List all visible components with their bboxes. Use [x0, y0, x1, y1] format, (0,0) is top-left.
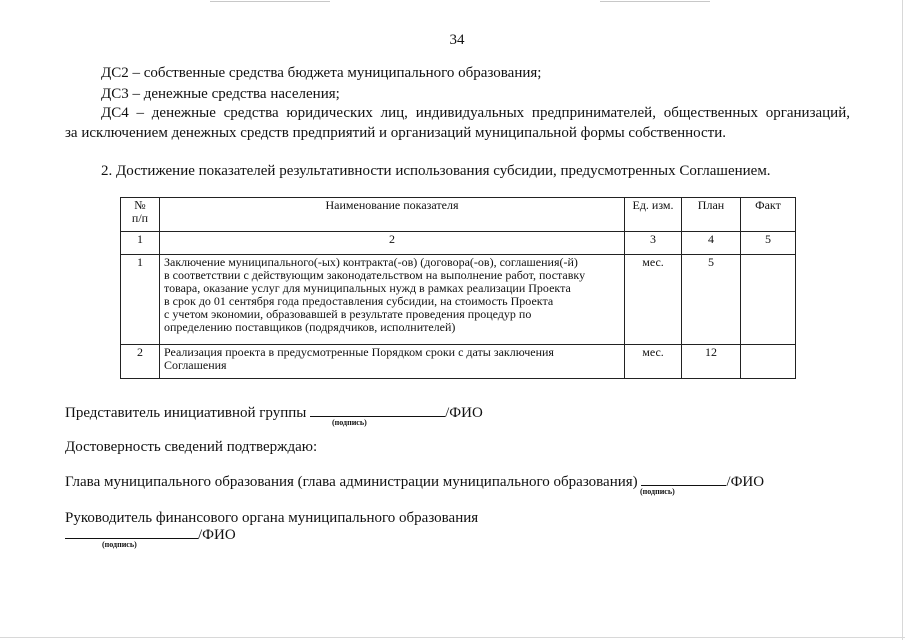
signature-line	[641, 471, 726, 486]
index-cell: 5	[741, 232, 796, 255]
page-top-edge	[0, 0, 905, 4]
signature-line	[65, 524, 198, 539]
row-name	[160, 345, 625, 379]
finance-signature	[65, 524, 236, 545]
page-bottom-edge	[0, 637, 905, 638]
index-cell: 3	[625, 232, 682, 255]
row-plan: 12	[682, 345, 741, 379]
table-index-row	[121, 232, 796, 255]
row-num: 1	[121, 255, 160, 345]
funding-source-ds3: ДС3 – денежные средства населения;	[101, 86, 340, 102]
funding-source-ds4-line2: за исключением денежных средств предприятий и организаций муниципальной формы собственности.	[65, 125, 726, 141]
table-header-row	[121, 198, 796, 232]
row-name-line: Соглашения	[164, 358, 227, 372]
header-unit: Ед. изм.	[625, 198, 682, 232]
row-unit: мес.	[625, 255, 682, 345]
row-num: 2	[121, 345, 160, 379]
row-name-line: определению поставщиков (подрядчиков, исполнителей)	[164, 320, 456, 334]
table-row	[121, 345, 796, 379]
table-row	[121, 255, 796, 345]
index-cell: 4	[682, 232, 741, 255]
funding-source-ds2: ДС2 – собственные средства бюджета муниципального образования;	[101, 65, 542, 81]
representative-suffix: /ФИО	[445, 405, 483, 421]
row-fact	[741, 345, 796, 379]
row-name-line: товара, оказание услуг для муниципальных нужд в рамках реализации Проекта	[164, 281, 571, 295]
header-num	[121, 198, 160, 232]
header-num-line1: №	[134, 198, 146, 212]
page-number: 34	[449, 32, 465, 48]
header-name: Наименование показателя	[160, 198, 625, 232]
head-label: Глава муниципального образования (глава администрации муниципального образования)	[65, 474, 638, 490]
row-name	[160, 255, 625, 345]
page-right-edge	[902, 0, 903, 640]
row-unit: мес.	[625, 345, 682, 379]
head-suffix: /ФИО	[726, 474, 765, 490]
representative-label: Представитель инициативной группы	[65, 405, 307, 421]
header-plan: План	[682, 198, 741, 232]
indicators-table	[120, 197, 796, 379]
section-title: 2. Достижение показателей результативности использования субсидии, предусмотренных Соглашением.	[101, 163, 771, 179]
confirm-label: Достоверность сведений подтверждаю:	[65, 439, 318, 455]
signature-line	[310, 402, 445, 417]
representative-signature	[65, 402, 483, 423]
row-fact	[741, 255, 796, 345]
scan-line	[600, 1, 710, 2]
index-cell: 1	[121, 232, 160, 255]
row-name-line: Заключение муниципального(-ых) контракта(-ов) (договора(-ов), соглашения(-й)	[164, 255, 578, 269]
row-name-line: в соответствии с действующим законодательством на выполнение работ, поставку	[164, 268, 586, 282]
row-plan: 5	[682, 255, 741, 345]
row-name-line: с учетом экономии, образовавшей в результате проведения процедур по	[164, 307, 532, 321]
header-num-line2: п/п	[131, 211, 149, 225]
header-fact: Факт	[741, 198, 796, 232]
funding-source-ds4-line1: ДС4 – денежные средства юридических лиц, индивидуальных предпринимателей, общественных организаций,	[101, 105, 850, 121]
finance-signature-caption: (подпись)	[102, 540, 137, 549]
index-cell: 2	[160, 232, 625, 255]
representative-signature-caption: (подпись)	[332, 418, 367, 427]
finance-label: Руководитель финансового органа муниципального образования	[65, 510, 479, 526]
head-signature-caption: (подпись)	[640, 487, 675, 496]
finance-suffix: /ФИО	[198, 527, 236, 543]
row-name-line: в срок до 01 сентября года предоставления субсидии, на стоимость Проекта	[164, 294, 554, 308]
scan-line	[210, 1, 330, 2]
row-name-line: Реализация проекта в предусмотренные Порядком сроки с даты заключения	[164, 345, 554, 359]
